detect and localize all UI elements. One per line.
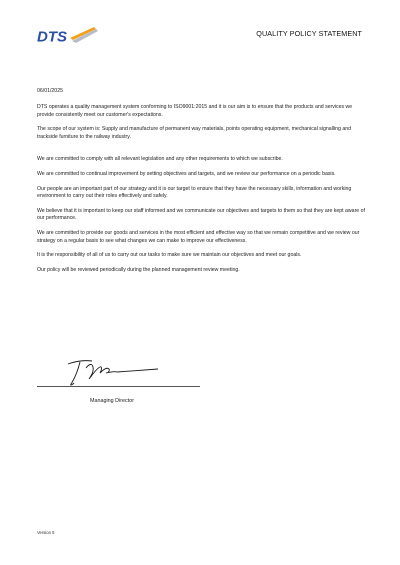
document-title: QUALITY POLICY STATEMENT [256, 29, 362, 38]
document-date: 06/01/2025 [37, 88, 63, 94]
policy-paragraph: Our policy will be reviewed periodically during the planned management review meeting. [37, 267, 240, 274]
signatory-title: Managing Director [90, 398, 135, 404]
policy-paragraph: We are committed to provide our goods and services in the most efficient and effective way so that we remain competitive and we review our strategy on a regular basis to see what changes we can make to improve our effectiveness. [37, 230, 360, 244]
version-label: Version 5 [37, 530, 55, 535]
policy-paragraph: DTS operates a quality management system conforming to ISO9001:2015 and it is our aim is to ensure that the products and services we provide consistently meet our customer's expectations. [37, 104, 353, 118]
policy-paragraph: It is the responsibility of all of us to carry out our tasks to make sure we maintain our objectives and meet our goals. [37, 252, 302, 259]
policy-paragraph: We believe that it is important to keep our staff informed and we communicate our objectives and targets to them so that they are kept aware of our performance. [37, 208, 365, 222]
scope-paragraph: The scope of our system is: Supply and manufacture of permanent way materials, points operating equipment, mechanical signalling and trackside furniture to the railway industry. [37, 126, 352, 140]
company-logo [36, 26, 98, 46]
policy-body [37, 88, 365, 282]
logo-text: DTS [37, 28, 67, 46]
policy-paragraph: We are committed to continual improvement by setting objectives and targets, and we review our performance on a periodic basis. [37, 170, 336, 177]
policy-paragraph: We are committed to comply with all relevant legislation and any other requirements to which we subscribe. [37, 156, 283, 163]
policy-paragraph: Our people are an important part of our strategy and it is our target to ensure that they have the necessary skills, information and working environment to carry out their roles effectively and safely. [37, 185, 352, 200]
signature-image [62, 350, 162, 390]
signature-line [37, 386, 200, 387]
